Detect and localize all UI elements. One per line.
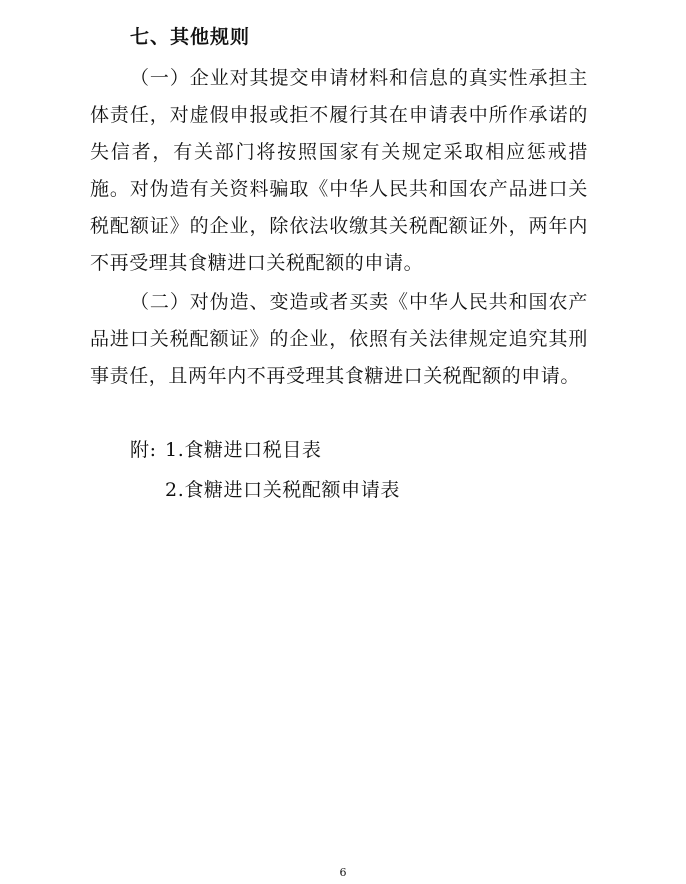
annex-item-1: 1.食糖进口税目表	[165, 439, 322, 461]
page-number: 6	[339, 866, 347, 879]
paragraph-1: （一）企业对其提交申请材料和信息的真实性承担主体责任，对虚假申报或拒不履行其在申请表中所作承诺的失信者，有关部门将按照国家有关规定采取相应惩戒措施。对伪造有关资料骗取《中华人民共和国农产品进口关税配额证》的企业，除依法收缴其关税配额证外，两年内不再受理其食糖进口关税配额的申请。	[90, 67, 588, 274]
section-heading: 七、其他规则	[130, 26, 251, 48]
paragraph-2: （二）对伪造、变造或者买卖《中华人民共和国农产品进口关税配额证》的企业，依照有关法律规定追究其刑事责任，且两年内不再受理其食糖进口关税配额的申请。	[90, 291, 588, 387]
annex-label: 附:	[130, 439, 157, 461]
annex-item-2: 2.食糖进口关税配额申请表	[165, 479, 400, 501]
